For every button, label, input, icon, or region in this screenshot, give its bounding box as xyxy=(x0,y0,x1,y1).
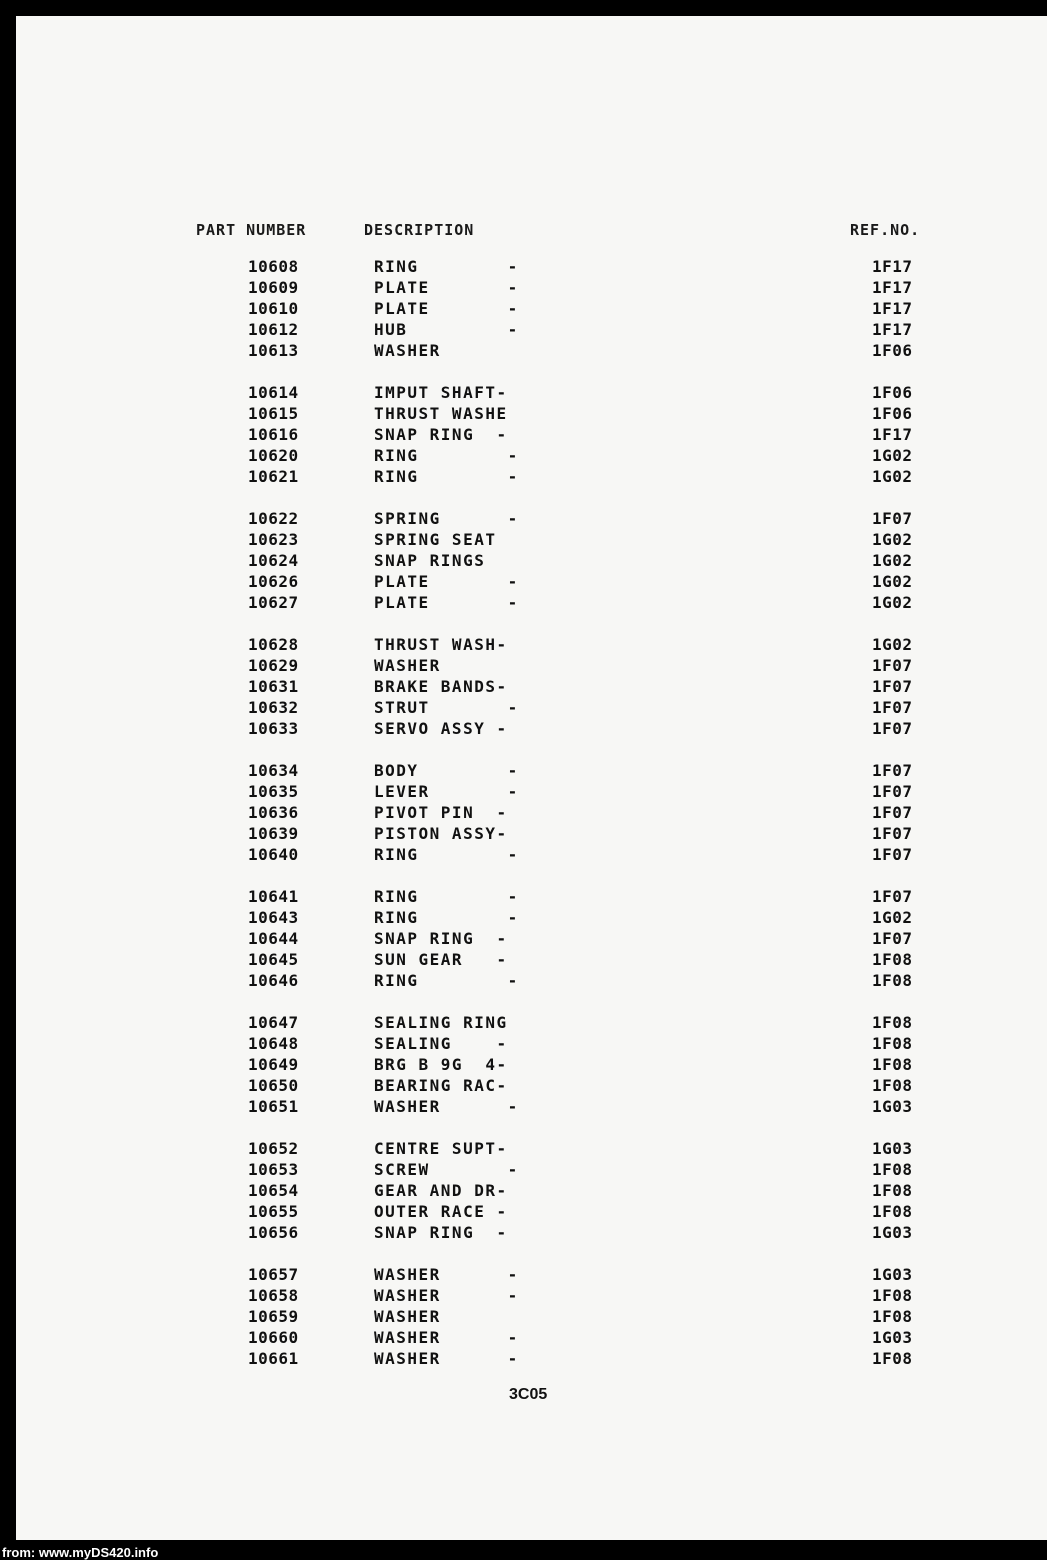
part-number-cell: 10646 xyxy=(248,971,299,990)
part-number-cell: 10639 xyxy=(248,824,299,843)
ref-no-cell: 1G02 xyxy=(872,635,913,654)
table-row xyxy=(16,907,1047,928)
description-cell: STRUT - xyxy=(374,698,519,717)
description-cell: WASHER - xyxy=(374,1349,519,1368)
description-cell: PLATE - xyxy=(374,572,519,591)
description-cell: WASHER - xyxy=(374,1265,519,1284)
table-row xyxy=(16,1348,1047,1369)
part-number-cell: 10610 xyxy=(248,299,299,318)
ref-no-cell: 1G02 xyxy=(872,593,913,612)
description-cell: THRUST WASHE xyxy=(374,404,508,423)
table-row xyxy=(16,1201,1047,1222)
ref-no-cell: 1G02 xyxy=(872,530,913,549)
part-number-cell: 10624 xyxy=(248,551,299,570)
description-cell: PLATE - xyxy=(374,593,519,612)
part-number-cell: 10641 xyxy=(248,887,299,906)
description-cell: SEALING - xyxy=(374,1034,508,1053)
description-cell: LEVER - xyxy=(374,782,519,801)
header-part-number: PART NUMBER xyxy=(196,221,307,239)
description-cell: WASHER - xyxy=(374,1097,519,1116)
table-row xyxy=(16,1075,1047,1096)
part-number-cell: 10652 xyxy=(248,1139,299,1158)
table-row xyxy=(16,655,1047,676)
table-row xyxy=(16,256,1047,277)
ref-no-cell: 1G02 xyxy=(872,572,913,591)
table-row xyxy=(16,529,1047,550)
table-row xyxy=(16,319,1047,340)
ref-no-cell: 1F17 xyxy=(872,425,913,444)
part-number-cell: 10626 xyxy=(248,572,299,591)
parts-group xyxy=(16,634,1047,739)
part-number-cell: 10661 xyxy=(248,1349,299,1368)
ref-no-cell: 1F17 xyxy=(872,278,913,297)
ref-no-cell: 1G02 xyxy=(872,908,913,927)
part-number-cell: 10621 xyxy=(248,467,299,486)
parts-group xyxy=(16,1138,1047,1243)
ref-no-cell: 1F17 xyxy=(872,320,913,339)
part-number-cell: 10632 xyxy=(248,698,299,717)
description-cell: GEAR AND DR- xyxy=(374,1181,508,1200)
table-row xyxy=(16,1138,1047,1159)
table-row xyxy=(16,466,1047,487)
part-number-cell: 10649 xyxy=(248,1055,299,1074)
description-cell: SNAP RING - xyxy=(374,929,508,948)
description-cell: RING - xyxy=(374,446,519,465)
ref-no-cell: 1F17 xyxy=(872,257,913,276)
part-number-cell: 10659 xyxy=(248,1307,299,1326)
table-row xyxy=(16,1054,1047,1075)
ref-no-cell: 1F08 xyxy=(872,1076,913,1095)
ref-no-cell: 1F08 xyxy=(872,950,913,969)
ref-no-cell: 1F07 xyxy=(872,845,913,864)
ref-no-cell: 1G02 xyxy=(872,467,913,486)
description-cell: PISTON ASSY- xyxy=(374,824,508,843)
table-row xyxy=(16,277,1047,298)
ref-no-cell: 1G03 xyxy=(872,1223,913,1242)
table-row xyxy=(16,823,1047,844)
ref-no-cell: 1F08 xyxy=(872,1160,913,1179)
ref-no-cell: 1F07 xyxy=(872,929,913,948)
description-cell: RING - xyxy=(374,887,519,906)
part-number-cell: 10644 xyxy=(248,929,299,948)
part-number-cell: 10636 xyxy=(248,803,299,822)
table-row xyxy=(16,298,1047,319)
ref-no-cell: 1G03 xyxy=(872,1139,913,1158)
part-number-cell: 10612 xyxy=(248,320,299,339)
part-number-cell: 10614 xyxy=(248,383,299,402)
table-row xyxy=(16,781,1047,802)
table-row xyxy=(16,1327,1047,1348)
description-cell: WASHER - xyxy=(374,1328,519,1347)
table-row xyxy=(16,676,1047,697)
table-row xyxy=(16,1159,1047,1180)
part-number-cell: 10660 xyxy=(248,1328,299,1347)
ref-no-cell: 1F07 xyxy=(872,509,913,528)
table-row xyxy=(16,1285,1047,1306)
part-number-cell: 10608 xyxy=(248,257,299,276)
part-number-cell: 10613 xyxy=(248,341,299,360)
ref-no-cell: 1F08 xyxy=(872,971,913,990)
part-number-cell: 10609 xyxy=(248,278,299,297)
description-cell: SUN GEAR - xyxy=(374,950,508,969)
table-row xyxy=(16,1264,1047,1285)
parts-group xyxy=(16,1264,1047,1369)
description-cell: CENTRE SUPT- xyxy=(374,1139,508,1158)
ref-no-cell: 1G03 xyxy=(872,1097,913,1116)
table-row xyxy=(16,718,1047,739)
ref-no-cell: 1F08 xyxy=(872,1181,913,1200)
table-row xyxy=(16,592,1047,613)
part-number-cell: 10651 xyxy=(248,1097,299,1116)
part-number-cell: 10620 xyxy=(248,446,299,465)
header-description: DESCRIPTION xyxy=(364,221,475,239)
description-cell: BRAKE BANDS- xyxy=(374,677,508,696)
parts-group xyxy=(16,256,1047,361)
part-number-cell: 10645 xyxy=(248,950,299,969)
page-code: 3C05 xyxy=(509,1386,548,1403)
table-row xyxy=(16,970,1047,991)
description-cell: SNAP RING - xyxy=(374,425,508,444)
table-row xyxy=(16,1306,1047,1327)
ref-no-cell: 1F07 xyxy=(872,719,913,738)
ref-no-cell: 1F08 xyxy=(872,1013,913,1032)
part-number-cell: 10627 xyxy=(248,593,299,612)
description-cell: PLATE - xyxy=(374,299,519,318)
part-number-cell: 10657 xyxy=(248,1265,299,1284)
table-row xyxy=(16,1096,1047,1117)
ref-no-cell: 1F08 xyxy=(872,1202,913,1221)
ref-no-cell: 1F06 xyxy=(872,341,913,360)
description-cell: SPRING - xyxy=(374,509,519,528)
part-number-cell: 10633 xyxy=(248,719,299,738)
part-number-cell: 10629 xyxy=(248,656,299,675)
part-number-cell: 10656 xyxy=(248,1223,299,1242)
table-row xyxy=(16,550,1047,571)
description-cell: RING - xyxy=(374,467,519,486)
header-ref-no: REF.NO. xyxy=(850,221,921,239)
part-number-cell: 10647 xyxy=(248,1013,299,1032)
part-number-cell: 10653 xyxy=(248,1160,299,1179)
part-number-cell: 10635 xyxy=(248,782,299,801)
description-cell: PIVOT PIN - xyxy=(374,803,508,822)
description-cell: SCREW - xyxy=(374,1160,519,1179)
description-cell: PLATE - xyxy=(374,278,519,297)
table-row xyxy=(16,445,1047,466)
description-cell: RING - xyxy=(374,971,519,990)
part-number-cell: 10622 xyxy=(248,509,299,528)
description-cell: RING - xyxy=(374,908,519,927)
table-row xyxy=(16,928,1047,949)
part-number-cell: 10616 xyxy=(248,425,299,444)
table-row xyxy=(16,634,1047,655)
description-cell: WASHER xyxy=(374,1307,441,1326)
table-row xyxy=(16,571,1047,592)
table-row xyxy=(16,760,1047,781)
parts-group xyxy=(16,760,1047,865)
ref-no-cell: 1F07 xyxy=(872,887,913,906)
description-cell: SERVO ASSY - xyxy=(374,719,508,738)
table-row xyxy=(16,1180,1047,1201)
ref-no-cell: 1F07 xyxy=(872,803,913,822)
source-watermark: from: www.myDS420.info xyxy=(2,1545,159,1560)
description-cell: SEALING RING xyxy=(374,1013,508,1032)
ref-no-cell: 1G02 xyxy=(872,551,913,570)
ref-no-cell: 1F06 xyxy=(872,383,913,402)
part-number-cell: 10634 xyxy=(248,761,299,780)
parts-group xyxy=(16,886,1047,991)
part-number-cell: 10631 xyxy=(248,677,299,696)
description-cell: OUTER RACE - xyxy=(374,1202,508,1221)
ref-no-cell: 1F08 xyxy=(872,1349,913,1368)
part-number-cell: 10658 xyxy=(248,1286,299,1305)
description-cell: SNAP RINGS xyxy=(374,551,486,570)
description-cell: RING - xyxy=(374,845,519,864)
ref-no-cell: 1F08 xyxy=(872,1055,913,1074)
part-number-cell: 10643 xyxy=(248,908,299,927)
ref-no-cell: 1F07 xyxy=(872,656,913,675)
ref-no-cell: 1G03 xyxy=(872,1265,913,1284)
table-row xyxy=(16,1012,1047,1033)
ref-no-cell: 1F08 xyxy=(872,1034,913,1053)
description-cell: IMPUT SHAFT- xyxy=(374,383,508,402)
part-number-cell: 10640 xyxy=(248,845,299,864)
table-row xyxy=(16,949,1047,970)
ref-no-cell: 1F07 xyxy=(872,761,913,780)
table-row xyxy=(16,697,1047,718)
ref-no-cell: 1F07 xyxy=(872,698,913,717)
description-cell: BRG B 9G 4- xyxy=(374,1055,508,1074)
table-row xyxy=(16,403,1047,424)
part-number-cell: 10648 xyxy=(248,1034,299,1053)
part-number-cell: 10628 xyxy=(248,635,299,654)
document-page xyxy=(16,16,1047,1540)
parts-group xyxy=(16,1012,1047,1117)
table-row xyxy=(16,382,1047,403)
part-number-cell: 10655 xyxy=(248,1202,299,1221)
table-row xyxy=(16,1222,1047,1243)
description-cell: HUB - xyxy=(374,320,519,339)
description-cell: WASHER - xyxy=(374,1286,519,1305)
description-cell: SNAP RING - xyxy=(374,1223,508,1242)
parts-group xyxy=(16,382,1047,487)
table-row xyxy=(16,1033,1047,1054)
description-cell: BEARING RAC- xyxy=(374,1076,508,1095)
parts-list xyxy=(16,256,1047,1390)
ref-no-cell: 1G03 xyxy=(872,1328,913,1347)
description-cell: THRUST WASH- xyxy=(374,635,508,654)
table-row xyxy=(16,424,1047,445)
ref-no-cell: 1F06 xyxy=(872,404,913,423)
description-cell: BODY - xyxy=(374,761,519,780)
table-row xyxy=(16,802,1047,823)
description-cell: WASHER xyxy=(374,656,441,675)
ref-no-cell: 1G02 xyxy=(872,446,913,465)
part-number-cell: 10615 xyxy=(248,404,299,423)
parts-group xyxy=(16,508,1047,613)
part-number-cell: 10654 xyxy=(248,1181,299,1200)
table-row xyxy=(16,886,1047,907)
description-cell: WASHER xyxy=(374,341,441,360)
ref-no-cell: 1F07 xyxy=(872,677,913,696)
table-row xyxy=(16,508,1047,529)
ref-no-cell: 1F08 xyxy=(872,1286,913,1305)
table-row xyxy=(16,340,1047,361)
part-number-cell: 10623 xyxy=(248,530,299,549)
ref-no-cell: 1F07 xyxy=(872,782,913,801)
description-cell: SPRING SEAT xyxy=(374,530,497,549)
ref-no-cell: 1F07 xyxy=(872,824,913,843)
ref-no-cell: 1F08 xyxy=(872,1307,913,1326)
description-cell: RING - xyxy=(374,257,519,276)
part-number-cell: 10650 xyxy=(248,1076,299,1095)
table-row xyxy=(16,844,1047,865)
ref-no-cell: 1F17 xyxy=(872,299,913,318)
